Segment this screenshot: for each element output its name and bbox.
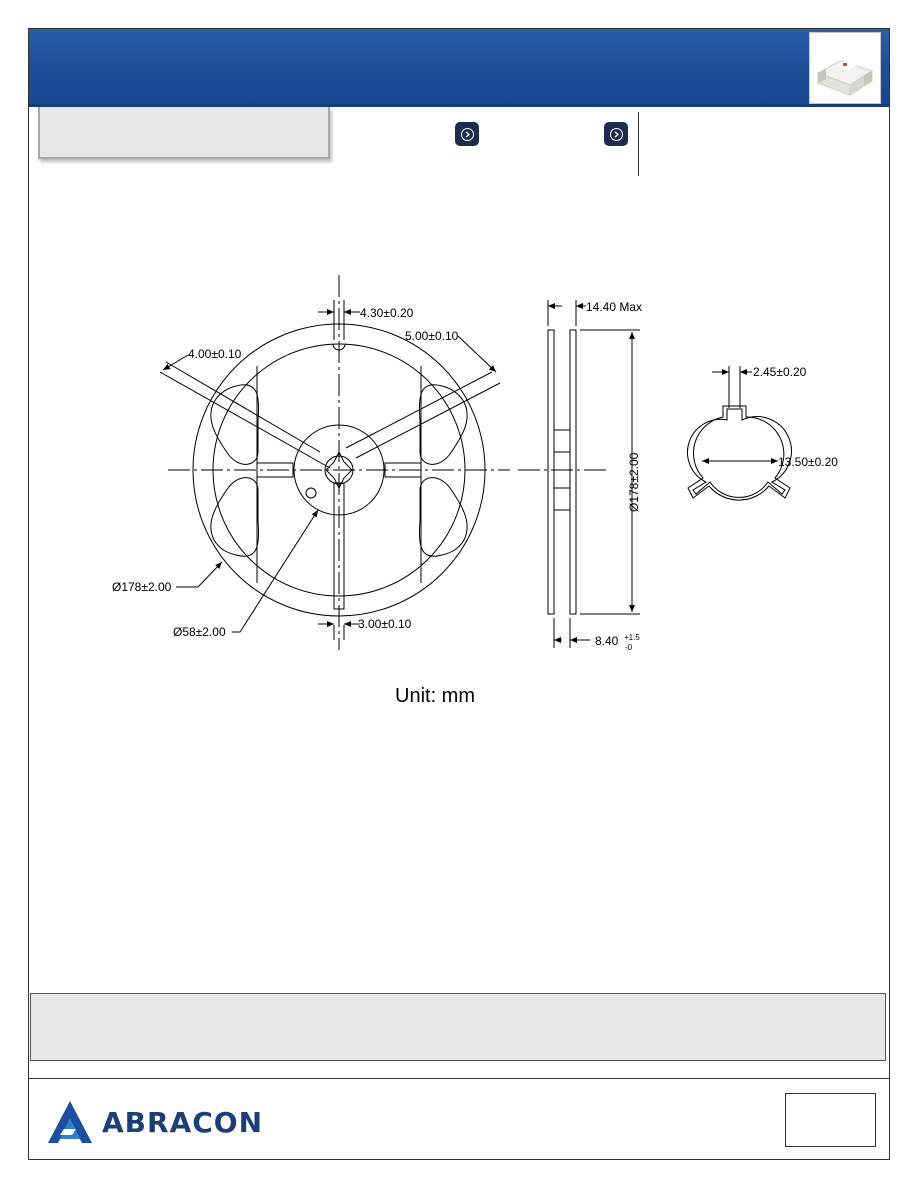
center-slot-label: 3.00±0.10 <box>358 617 412 631</box>
inner-tol-plus: +1.5 <box>624 633 640 642</box>
notch-width-label: 5.00±0.10 <box>405 329 459 343</box>
footer-divider <box>28 1078 890 1079</box>
side-view <box>518 300 643 648</box>
notice-box <box>30 993 886 1061</box>
unit-label: Unit: mm <box>395 685 475 707</box>
side-leaders <box>548 306 632 640</box>
inner-tol-minus: -0 <box>625 643 633 652</box>
hub-diameter-label: Ø58±2.00 <box>173 625 226 639</box>
key-width-label: 2.45±0.20 <box>753 365 807 379</box>
reel-diameter-label: Ø178±2.00 <box>112 580 172 594</box>
slot-width-label: 4.30±0.20 <box>360 306 414 320</box>
page-number-box <box>785 1093 876 1147</box>
overall-width-label: 14.40 Max <box>586 300 643 314</box>
side-labels <box>586 300 642 652</box>
side-diameter-label: Ø178±2.00 <box>627 452 641 512</box>
hub-detail <box>687 366 791 500</box>
hub-labels <box>753 365 838 469</box>
brand-name: ABRACON <box>102 1105 264 1139</box>
inner-width-label: 8.40 <box>595 634 619 648</box>
spoke-width-label: 4.00±0.10 <box>188 347 242 361</box>
hub-inner-label: 13.50±0.20 <box>778 455 838 469</box>
abracon-logo-icon <box>48 1099 94 1145</box>
brand-logo[interactable] <box>48 1098 263 1146</box>
